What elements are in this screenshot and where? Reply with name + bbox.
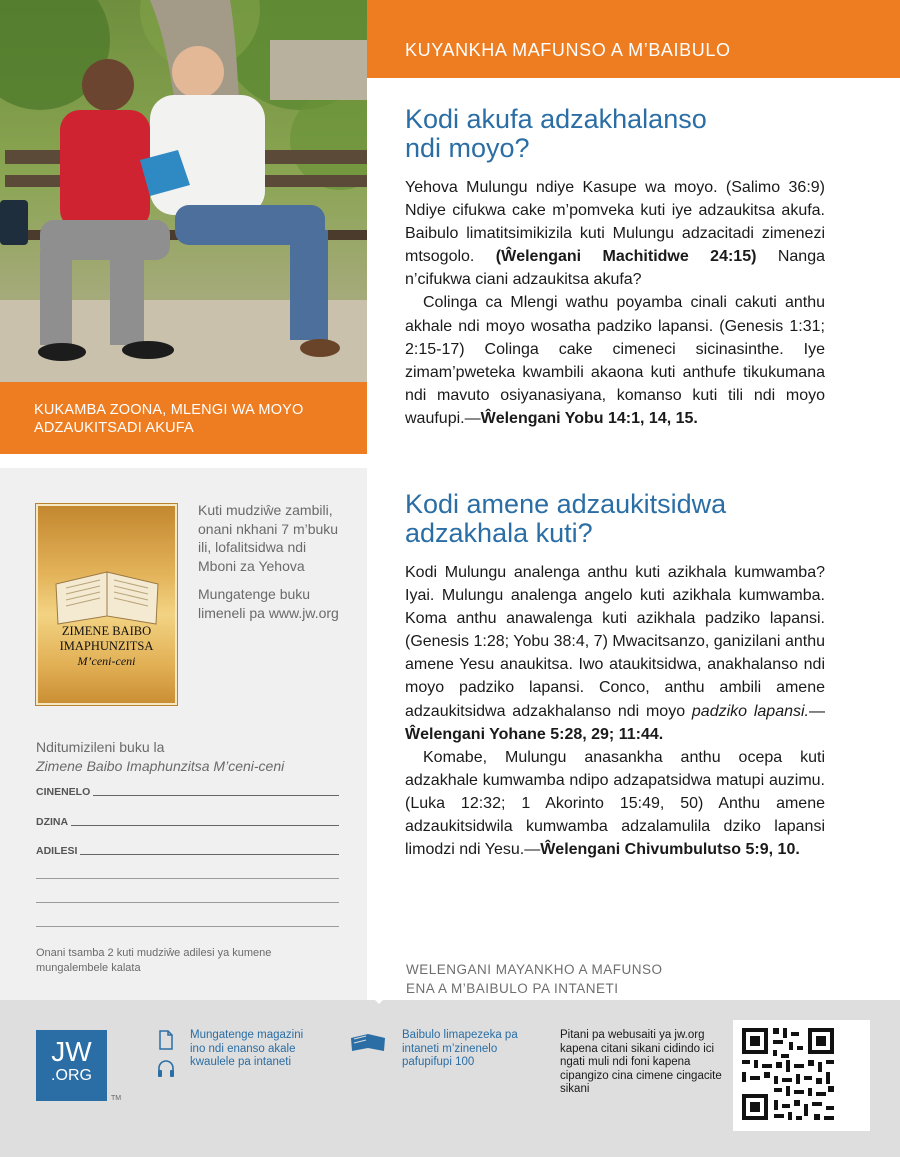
scripture-reference: Ŵelengani Chivumbulutso 5:9, 10. — [540, 841, 800, 859]
scripture-reference: Ŵelengani Yobu 14:1, 14, 15. — [480, 409, 698, 427]
online-promo: WELENGANI MAYANKHO A MAFUNSO ENA A M’BAIBULO PA INTANETI — [406, 962, 663, 996]
page-title: KUYANKHA MAFUNSO A M’BAIBULO — [405, 40, 731, 60]
book-cover-subtitle: M’ceni-ceni — [77, 654, 136, 668]
requested-book-name: Zimene Baibo Imaphunzitsa M’ceni-ceni — [36, 757, 285, 774]
request-heading: Nditumizileni buku la Zimene Baibo Imaphunzitsa M’ceni-ceni — [36, 738, 346, 775]
form-note: Onani tsamba 2 kuti mudziŵe adilesi ya kumene mungalembele kalata — [36, 947, 272, 974]
document-icon — [158, 1030, 174, 1050]
book-cover[interactable] — [35, 503, 178, 706]
open-bible-icon — [349, 1030, 387, 1052]
article-2-paragraph-2: Komabe, Mulungu anasankha anthu ocepa kuti adzakhale kumwamba ndipo adzapatsidwa matupi auzimu. (Luka 12:32; 1 Akorinto 15:49, 50) Anthu amene adzaukitsidwila kumwamba adzalamulila dziko lapansi limodzi ndi Yesu.—Ŵelengani Chivumbulutso 5:9, 10. — [405, 748, 825, 859]
offer-text-download: Mungatenge buku limeneli pa www.jw.org — [198, 586, 339, 621]
article-2-heading: Kodi amene adzaukitsidwa adzakhala kuti? — [405, 489, 727, 548]
qr-code-icon[interactable] — [733, 1020, 870, 1131]
photo-two-men-on-bench — [0, 0, 367, 382]
address-line-4[interactable] — [36, 926, 339, 927]
article-resurrection — [405, 105, 825, 430]
article-where-resurrected — [405, 490, 825, 861]
language-field[interactable]: CINENELO — [36, 784, 339, 798]
qr-code-graphic — [733, 1020, 870, 1131]
address-line-2[interactable] — [36, 878, 339, 879]
bible-online-info: Baibulo limapezeka pa intaneti m’zinenelo pafupifupi 100 — [402, 1029, 518, 1068]
open-book-illustration — [36, 524, 179, 634]
offer-description — [198, 501, 348, 632]
qr-instructions: Pitani pa webusaiti ya jw.org kapena citani sikani cidindo ici ngati muli ndi foni kapena cipangizo cina cimene cingacite sikani — [560, 1029, 722, 1095]
book-cover-title: ZIMENE BAIBO IMAPHUNZITSA — [59, 624, 154, 653]
trademark: TM — [111, 1095, 122, 1102]
scripture-reference: (Ŵelengani Machitidwe 24:15) — [495, 248, 757, 266]
name-field[interactable]: DZINA — [36, 814, 339, 828]
offer-text-more-info: Kuti mudziŵe zambili, onani nkhani 7 m’buku ili, lofalitsidwa ndi Mboni za Yehova — [198, 502, 339, 574]
headphones-icon — [156, 1058, 176, 1078]
article-1-paragraph-2: Colinga ca Mlengi wathu poyamba cinali cakuti anthu akhale ndi moyo wosatha padziko lapansi. (Genesis 1:31; 2:15-17) Colinga cake cimeneci sicinasinthe. Iye zimam’pweteka kwambili akaona kuti anthufe tikukumana ndi mavuto osiyanasiyana, komanso kuti tili ndi moyo waufupi.—Ŵelengani Yobu 14:1, 14, 15. — [405, 294, 825, 427]
photo-illustration — [0, 0, 367, 382]
page-header — [367, 0, 900, 78]
photo-caption: KUKAMBA ZOONA, MLENGI WA MOYO ADZAUKITSADI AKUFA — [0, 382, 367, 454]
article-2-paragraph-1: Kodi Mulungu analenga anthu kuti azikhala kumwamba? Iyai. Mulungu analenga angelo kuti azikhala kumwamba. Koma anthu anawalenga kuti azikhala padziko lapansi. (Genesis 1:28; Yobu 38:4, 7) Mwacitsanzo, ganizilani anthu amene Yesu anaukitsa. Iwo ataukitsidwa, anakhalanso ndi moyo padziko lapansi. Conco, anthu ambili amene adzaukitsidwa adzakhalanso ndi moyo padziko lapansi.—Ŵelengani Yohane 5:28, 29; 11:44. — [405, 564, 825, 743]
download-info: Mungatenge magazini ino ndi enanso akale kwaulele pa intaneti — [190, 1029, 304, 1068]
jw-org-logo[interactable]: JW .ORG — [36, 1030, 107, 1101]
address-line-3[interactable] — [36, 902, 339, 903]
footer-notch — [367, 992, 391, 1004]
article-1-heading: Kodi akufa adzakhalanso ndi moyo? — [405, 104, 707, 163]
address-field[interactable]: ADILESI — [36, 843, 339, 857]
scripture-reference: Ŵelengani Yohane 5:28, 29; 11:44. — [405, 725, 664, 743]
article-1-paragraph-1: Yehova Mulungu ndiye Kasupe wa moyo. (Salimo 36:9) Ndiye cifukwa cake m’pomveka kuti iye adzaukitsa akufa. Baibulo limatitsimikizila kuti Mulungu adzacitadi zimenezi mtsogolo. (Ŵelengani Machitidwe 24:15) Nanga n’cifukwa ciani adzaukitsa akufa? — [405, 179, 825, 289]
